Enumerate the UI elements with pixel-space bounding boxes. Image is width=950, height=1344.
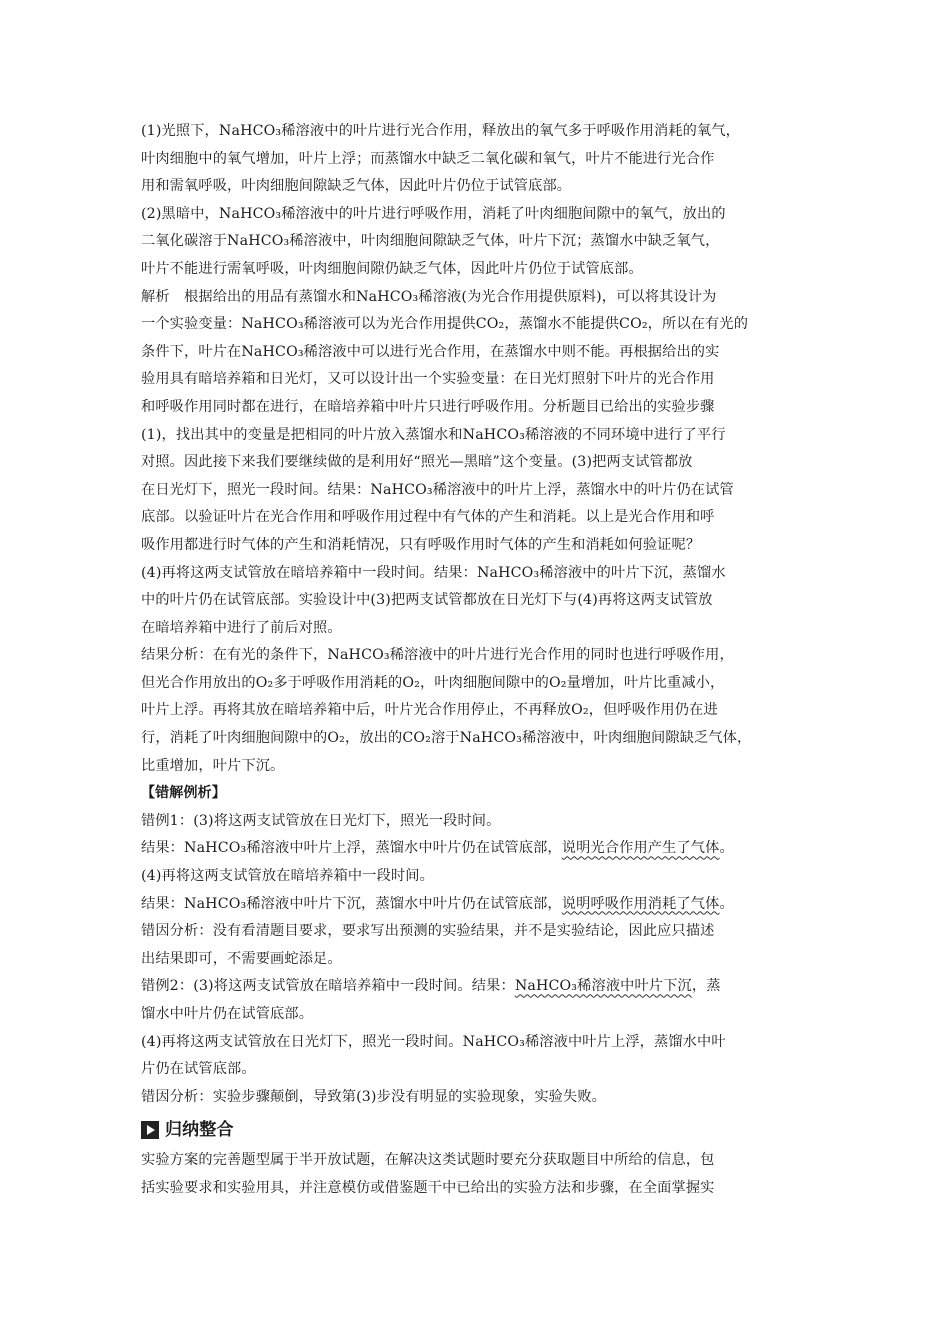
text-line: 实验方案的完善题型属于半开放试题，在解决这类试题时要充分获取题目中所给的信息，包: [141, 1152, 715, 1169]
text-line: 用和需氧呼吸，叶肉细胞间隙缺乏气体，因此叶片仍位于试管底部。: [141, 178, 572, 195]
text-line: 比重增加，叶片下沉。: [141, 757, 285, 774]
text-line: (4)再将这两支试管放在暗培养箱中一段时间。结果：NaHCO₃稀溶液中的叶片下沉，蒸馏水: [141, 564, 726, 581]
text-segment: 结果：NaHCO₃稀溶液中叶片上浮，蒸馏水中叶片仍在试管底部，: [141, 840, 562, 857]
result-analysis-paragraph: [141, 642, 821, 780]
wavy-underlined-text: NaHCO₃稀溶液中叶片下沉: [514, 978, 692, 995]
text-line: 中的叶片仍在试管底部。实验设计中(3)把两支试管都放在日光灯下与(4)再将这两支试管放: [141, 592, 713, 609]
error-example-1-result4: [141, 891, 821, 919]
error-example-2-line2: 馏水中叶片仍在试管底部。: [141, 1006, 314, 1022]
text-line: 叶片不能进行需氧呼吸，叶肉细胞间隙仍缺乏气体，因此叶片仍位于试管底部。: [141, 260, 643, 277]
error-example-2-line3: (4)再将这两支试管放在日光灯下，照光一段时间。NaHCO₃稀溶液中叶片上浮，蒸馏水中叶: [141, 1033, 726, 1050]
error-section-title: 【错解例析】: [141, 785, 226, 802]
play-triangle-icon: [141, 1121, 159, 1139]
text-line: 二氧化碳溶于NaHCO₃稀溶液中，叶肉细胞间隙缺乏气体，叶片下沉；蒸馏水中缺乏氧气，: [141, 233, 720, 250]
error-reason-1-line1: 错因分析：没有看清题目要求，要求写出预测的实验结果，并不是实验结论，因此应只描述: [141, 923, 715, 940]
error-example-2-line4: 片仍在试管底部。: [141, 1061, 256, 1078]
text-line: 一个实验变量：NaHCO₃稀溶液可以为光合作用提供CO₂，蒸馏水不能提供CO₂，所以在有光的: [141, 316, 749, 333]
error-example-1-step4: (4)再将这两支试管放在暗培养箱中一段时间。: [141, 868, 434, 885]
summary-heading: [141, 1113, 821, 1147]
text-line: 底部。以验证叶片在光合作用和呼吸作用过程中有气体的产生和消耗。以上是光合作用和呼: [141, 509, 715, 526]
text-segment: 。: [719, 840, 734, 857]
analysis-paragraph: [141, 284, 821, 643]
error-example-section: [141, 780, 821, 1111]
text-line: 但光合作用放出的O₂多于呼吸作用消耗的O₂，叶肉细胞间隙中的O₂量增加，叶片比重减小，: [141, 674, 725, 691]
wavy-underlined-text: 说明呼吸作用消耗了气体: [561, 895, 720, 912]
text-line: 在日光灯下，照光一段时间。结果：NaHCO₃稀溶液中的叶片上浮，蒸馏水中的叶片仍在试管: [141, 481, 734, 498]
text-line: 结果分析：在有光的条件下，NaHCO₃稀溶液中的叶片进行光合作用的同时也进行呼吸作用，: [141, 647, 734, 664]
text-line: 叶片上浮。再将其放在暗培养箱中后，叶片光合作用停止，不再释放O₂，但呼吸作用仍在进: [141, 702, 718, 719]
answer-paragraph-1: [141, 118, 821, 201]
text-line: 验用具有暗培养箱和日光灯，又可以设计出一个实验变量：在日光灯照射下叶片的光合作用: [141, 371, 715, 388]
text-line: 行，消耗了叶肉细胞间隙中的O₂，放出的CO₂溶于NaHCO₃稀溶液中，叶肉细胞间隙缺乏气体，: [141, 730, 752, 747]
wavy-underlined-text: 说明光合作用产生了气体: [561, 840, 720, 857]
error-example-1-result3: [141, 835, 821, 863]
text-line: (2)黑暗中，NaHCO₃稀溶液中的叶片进行呼吸作用，消耗了叶肉细胞间隙中的氧气，放出的: [141, 205, 726, 222]
text-line: 叶肉细胞中的氧气增加，叶片上浮；而蒸馏水中缺乏二氧化碳和氧气，叶片不能进行光合作: [141, 150, 715, 167]
summary-paragraph: [141, 1147, 821, 1202]
text-line: 条件下，叶片在NaHCO₃稀溶液中可以进行光合作用，在蒸馏水中则不能。再根据给出的实: [141, 343, 720, 360]
text-line: (1)，找出其中的变量是把相同的叶片放入蒸馏水和NaHCO₃稀溶液的不同环境中进行了平行: [141, 426, 726, 443]
error-example-1-step3: 错例1：(3)将这两支试管放在日光灯下，照光一段时间。: [141, 812, 501, 829]
text-line: 对照。因此接下来我们要继续做的是利用好“照光—黑暗”这个变量。(3)把两支试管都放: [141, 454, 693, 471]
text-segment: 。: [719, 895, 734, 912]
text-line: 吸作用都进行时气体的产生和消耗情况，只有呼吸作用时气体的产生和消耗如何验证呢？: [141, 536, 701, 553]
text-segment: ，蒸: [691, 978, 721, 995]
text-line: (1)光照下，NaHCO₃稀溶液中的叶片进行光合作用，释放出的氧气多于呼吸作用消耗的氧气，: [141, 123, 741, 139]
error-example-2-line1: [141, 973, 821, 1001]
text-line: 解析 根据给出的用品有蒸馏水和NaHCO₃稀溶液(为光合作用提供原料)，可以将其设计为: [141, 288, 717, 305]
error-reason-2: 错因分析：实验步骤颠倒，导致第(3)步没有明显的实验现象，实验失败。: [141, 1088, 607, 1105]
text-line: 和呼吸作用同时都在进行，在暗培养箱中叶片只进行呼吸作用。分析题目已给出的实验步骤: [141, 398, 715, 415]
text-line: 在暗培养箱中进行了前后对照。: [141, 619, 342, 636]
error-reason-1-line2: 出结果即可，不需要画蛇添足。: [141, 950, 342, 967]
summary-title: 归纳整合: [165, 1119, 234, 1140]
text-line: 括实验要求和实验用具，并注意模仿或借鉴题干中已给出的实验方法和步骤，在全面掌握实: [141, 1179, 715, 1196]
text-segment: 错例2：(3)将这两支试管放在暗培养箱中一段时间。结果：: [141, 978, 515, 995]
text-segment: 结果：NaHCO₃稀溶液中叶片下沉，蒸馏水中叶片仍在试管底部，: [141, 895, 562, 912]
document-page: [141, 118, 821, 1203]
answer-paragraph-2: [141, 201, 821, 284]
